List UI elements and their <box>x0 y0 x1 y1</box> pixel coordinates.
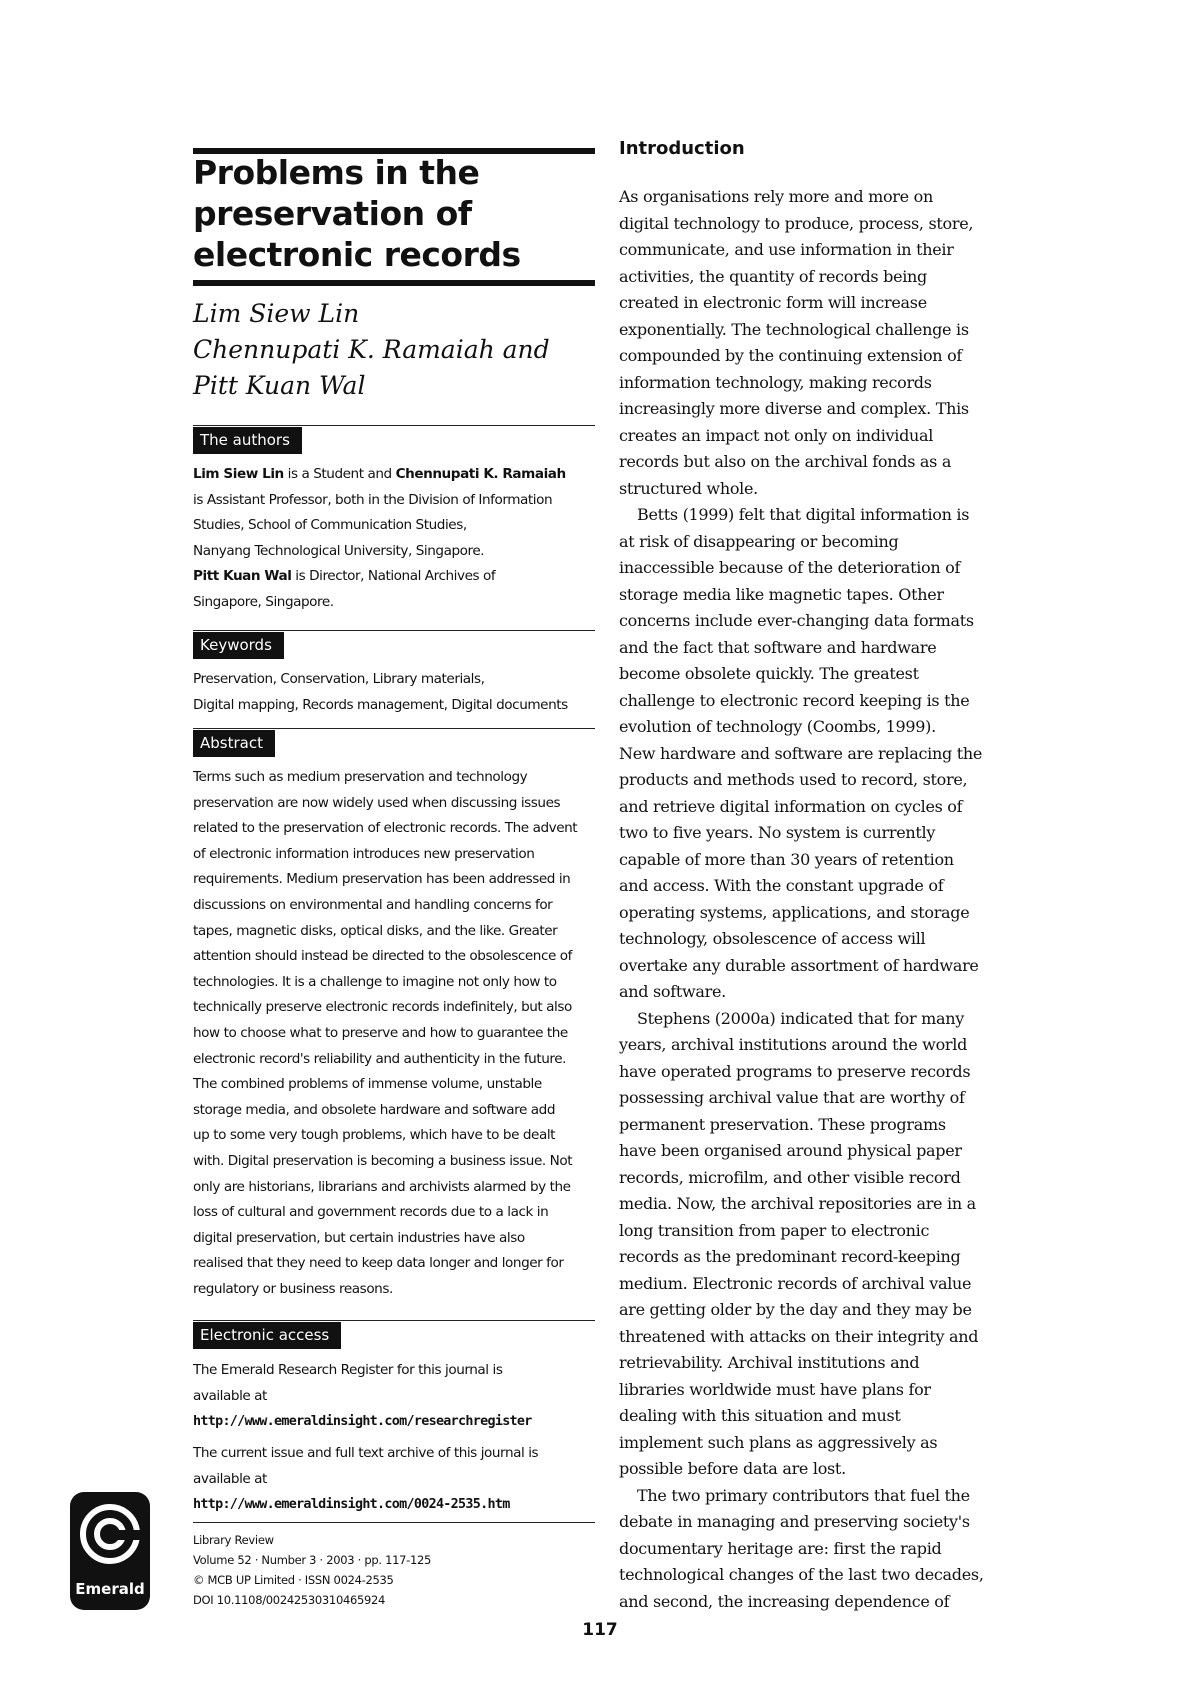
body-line: medium. Electronic records of archival value <box>619 1273 972 1293</box>
body-line: and software. <box>619 982 726 1001</box>
journal-info-line: DOI 10.1108/00242530310465924 <box>193 1593 386 1607</box>
abstract-line: loss of cultural and government records due to a lack in <box>193 1204 549 1221</box>
body-line: communicate, and use information in their <box>619 240 954 259</box>
paragraph-first-line: Stephens (2000a) indicated that for many <box>637 1008 964 1028</box>
body-line: activities, the quantity of records being <box>619 266 927 286</box>
emerald-logo <box>70 1492 150 1610</box>
body-line: records as the predominant record-keeping <box>619 1247 961 1266</box>
research-register-link[interactable]: http://www.emeraldinsight.com/researchregister <box>193 1414 532 1429</box>
abstract-line: preservation are now widely used when discussing issues <box>193 794 561 811</box>
electronic-access-section-rule <box>193 1320 595 1321</box>
body-line: have been organised around physical paper <box>619 1141 962 1160</box>
authors-line <box>193 590 603 616</box>
author-name-bold: Pitt Kuan Wal <box>193 568 292 585</box>
abstract-line: related to the preservation of electronic records. The advent <box>193 820 578 837</box>
abstract-line: discussions on environmental and handling concerns for <box>193 896 553 913</box>
access-text-line: The current issue and full text archive of this journal is <box>193 1445 539 1461</box>
body-line: documentary heritage are: first the rapid <box>619 1538 942 1558</box>
journal-archive-link[interactable]: http://www.emeraldinsight.com/0024-2535.htm <box>193 1497 510 1512</box>
abstract-section-label: Abstract <box>193 730 275 757</box>
title-line: electronic records <box>193 235 521 274</box>
title-bottom-rule <box>193 280 595 286</box>
introduction-heading: Introduction <box>619 138 745 159</box>
body-line: two to five years. No system is currently <box>619 823 936 842</box>
authors-line <box>193 539 603 565</box>
logo-wordmark: Emerald <box>75 1580 145 1598</box>
paragraph-first-line: The two primary contributors that fuel the <box>637 1485 970 1505</box>
journal-info-line: © MCB UP Limited · ISSN 0024-2535 <box>193 1573 394 1587</box>
access-text-line: available at <box>193 1388 267 1404</box>
title-line: Problems in the <box>193 153 480 192</box>
body-line: challenge to electronic record keeping is the <box>619 690 970 710</box>
body-line: products and methods used to record, store, <box>619 770 968 789</box>
keywords-section-rule <box>193 630 595 631</box>
author-name-bold: Lim Siew Lin <box>193 466 284 482</box>
body-line: technological changes of the last two decades, <box>619 1565 984 1584</box>
body-line: inaccessible because of the deterioration of <box>619 558 961 577</box>
body-line: records, microfilm, and other visible record <box>619 1167 961 1187</box>
body-line: media. Now, the archival repositories are in a <box>619 1194 976 1213</box>
keywords-line: Digital mapping, Records management, Digital documents <box>193 696 568 713</box>
keywords-section-body <box>193 667 603 718</box>
introduction-body <box>619 184 1034 1615</box>
body-line: increasingly more diverse and complex. This <box>619 399 969 418</box>
authors-line <box>193 513 603 539</box>
body-line: have operated programs to preserve records <box>619 1061 971 1081</box>
abstract-line: of electronic information introduces new preservation <box>193 845 535 862</box>
abstract-section-body <box>193 765 603 1302</box>
body-line: years, archival institutions around the world <box>619 1035 968 1054</box>
author-line: Chennupati K. Ramaiah and <box>193 335 550 364</box>
electronic-access-section-label: Electronic access <box>193 1322 341 1349</box>
body-line: New hardware and software are replacing the <box>619 743 982 763</box>
abstract-line: only are historians, librarians and archivists alarmed by the <box>193 1178 571 1195</box>
journal-info-line: Library Review <box>193 1533 274 1547</box>
abstract-line: tapes, magnetic disks, optical disks, and the like. Greater <box>193 922 558 939</box>
access-text-line: The Emerald Research Register for this journal is <box>193 1362 503 1378</box>
body-line: and access. With the constant upgrade of <box>619 876 944 895</box>
author-line: Lim Siew Lin <box>193 299 360 328</box>
body-line: operating systems, applications, and storage <box>619 902 970 922</box>
page-number: 117 <box>582 1620 618 1640</box>
body-line: retrievability. Archival institutions and <box>619 1353 920 1372</box>
body-line: and the fact that software and hardware <box>619 637 937 657</box>
body-line: are getting older by the day and they may be <box>619 1300 972 1319</box>
body-line: creates an impact not only on individual <box>619 425 934 445</box>
author-text: is a Student and <box>283 466 396 482</box>
body-line: evolution of technology (Coombs, 1999). <box>619 717 936 736</box>
body-line: dealing with this situation and must <box>619 1406 901 1425</box>
body-line: technology, obsolescence of access will <box>619 929 926 948</box>
body-line: long transition from paper to electronic <box>619 1220 930 1240</box>
author-text: is Assistant Professor, both in the Division of Information <box>193 491 553 508</box>
journal-info-rule <box>193 1522 595 1523</box>
body-line: digital technology to produce, process, store, <box>619 213 974 233</box>
abstract-line: digital preservation, but certain industries have also <box>193 1229 525 1246</box>
body-line: possible before data are lost. <box>619 1459 846 1478</box>
authors-line <box>193 462 603 488</box>
body-line: possessing archival value that are worthy of <box>619 1088 965 1107</box>
article-title <box>193 152 603 275</box>
author-text: Singapore, Singapore. <box>193 593 334 610</box>
body-line: implement such plans as aggressively as <box>619 1432 938 1452</box>
body-line: capable of more than 30 years of retention <box>619 849 954 869</box>
body-line: storage media like magnetic tapes. Other <box>619 584 944 604</box>
body-line: compounded by the continuing extension of <box>619 346 963 365</box>
abstract-line: with. Digital preservation is becoming a business issue. Not <box>193 1152 573 1169</box>
body-line: exponentially. The technological challenge is <box>619 319 969 339</box>
author-names <box>193 296 603 404</box>
abstract-section-rule <box>193 728 595 729</box>
author-text: is Director, National Archives of <box>291 568 496 585</box>
body-line: records but also on the archival fonds as a <box>619 452 952 471</box>
authors-section-label: The authors <box>193 427 302 454</box>
body-line: threatened with attacks on their integrity and <box>619 1326 979 1346</box>
body-line: libraries worldwide must have plans for <box>619 1379 931 1399</box>
abstract-line: up to some very tough problems, which have to be dealt <box>193 1127 556 1144</box>
journal-info <box>193 1530 595 1610</box>
body-line: debate in managing and preserving society's <box>619 1512 970 1531</box>
abstract-line: regulatory or business reasons. <box>193 1280 393 1297</box>
body-line: overtake any durable assortment of hardware <box>619 955 979 975</box>
author-line: Pitt Kuan Wal <box>193 371 366 400</box>
abstract-line: realised that they need to keep data longer and longer for <box>193 1255 564 1272</box>
abstract-line: technically preserve electronic records indefinitely, but also <box>193 999 572 1016</box>
abstract-line: attention should instead be directed to the obsolescence of <box>193 948 572 965</box>
abstract-line: The combined problems of immense volume, unstable <box>193 1076 542 1093</box>
keywords-line: Preservation, Conservation, Library materials, <box>193 671 485 687</box>
body-line: information technology, making records <box>619 372 932 392</box>
abstract-line: technologies. It is a challenge to imagine not only how to <box>193 973 557 990</box>
abstract-line: how to choose what to preserve and how to guarantee the <box>193 1024 568 1041</box>
body-line: at risk of disappearing or becoming <box>619 531 899 551</box>
body-line: concerns include ever-changing data formats <box>619 611 974 630</box>
body-line: structured whole. <box>619 478 758 498</box>
abstract-line: electronic record's reliability and authenticity in the future. <box>193 1050 566 1067</box>
journal-info-line: Volume 52 · Number 3 · 2003 · pp. 117-125 <box>193 1553 432 1567</box>
author-name-bold: Chennupati K. Ramaiah <box>395 466 566 482</box>
body-line: become obsolete quickly. The greatest <box>619 664 919 683</box>
authors-section-rule <box>193 425 595 426</box>
electronic-access-section-body <box>193 1357 603 1518</box>
author-text: Studies, School of Communication Studies, <box>193 517 467 534</box>
authors-line <box>193 564 603 590</box>
body-line: and retrieve digital information on cycles of <box>619 796 963 816</box>
paragraph-first-line: Betts (1999) felt that digital information is <box>637 505 970 524</box>
body-line: created in electronic form will increase <box>619 293 927 312</box>
title-line: preservation of <box>193 194 472 233</box>
body-line: permanent preservation. These programs <box>619 1114 946 1134</box>
abstract-line: storage media, and obsolete hardware and software add <box>193 1101 556 1118</box>
authors-section-body <box>193 462 603 616</box>
abstract-line: requirements. Medium preservation has been addressed in <box>193 871 571 888</box>
keywords-section-label: Keywords <box>193 632 284 659</box>
author-text: Nanyang Technological University, Singapore. <box>193 542 485 559</box>
body-line: and second, the increasing dependence of <box>619 1591 950 1611</box>
authors-line <box>193 488 603 514</box>
body-line: As organisations rely more and more on <box>619 187 933 206</box>
access-text-line: available at <box>193 1471 267 1487</box>
abstract-line: Terms such as medium preservation and technology <box>193 769 528 785</box>
